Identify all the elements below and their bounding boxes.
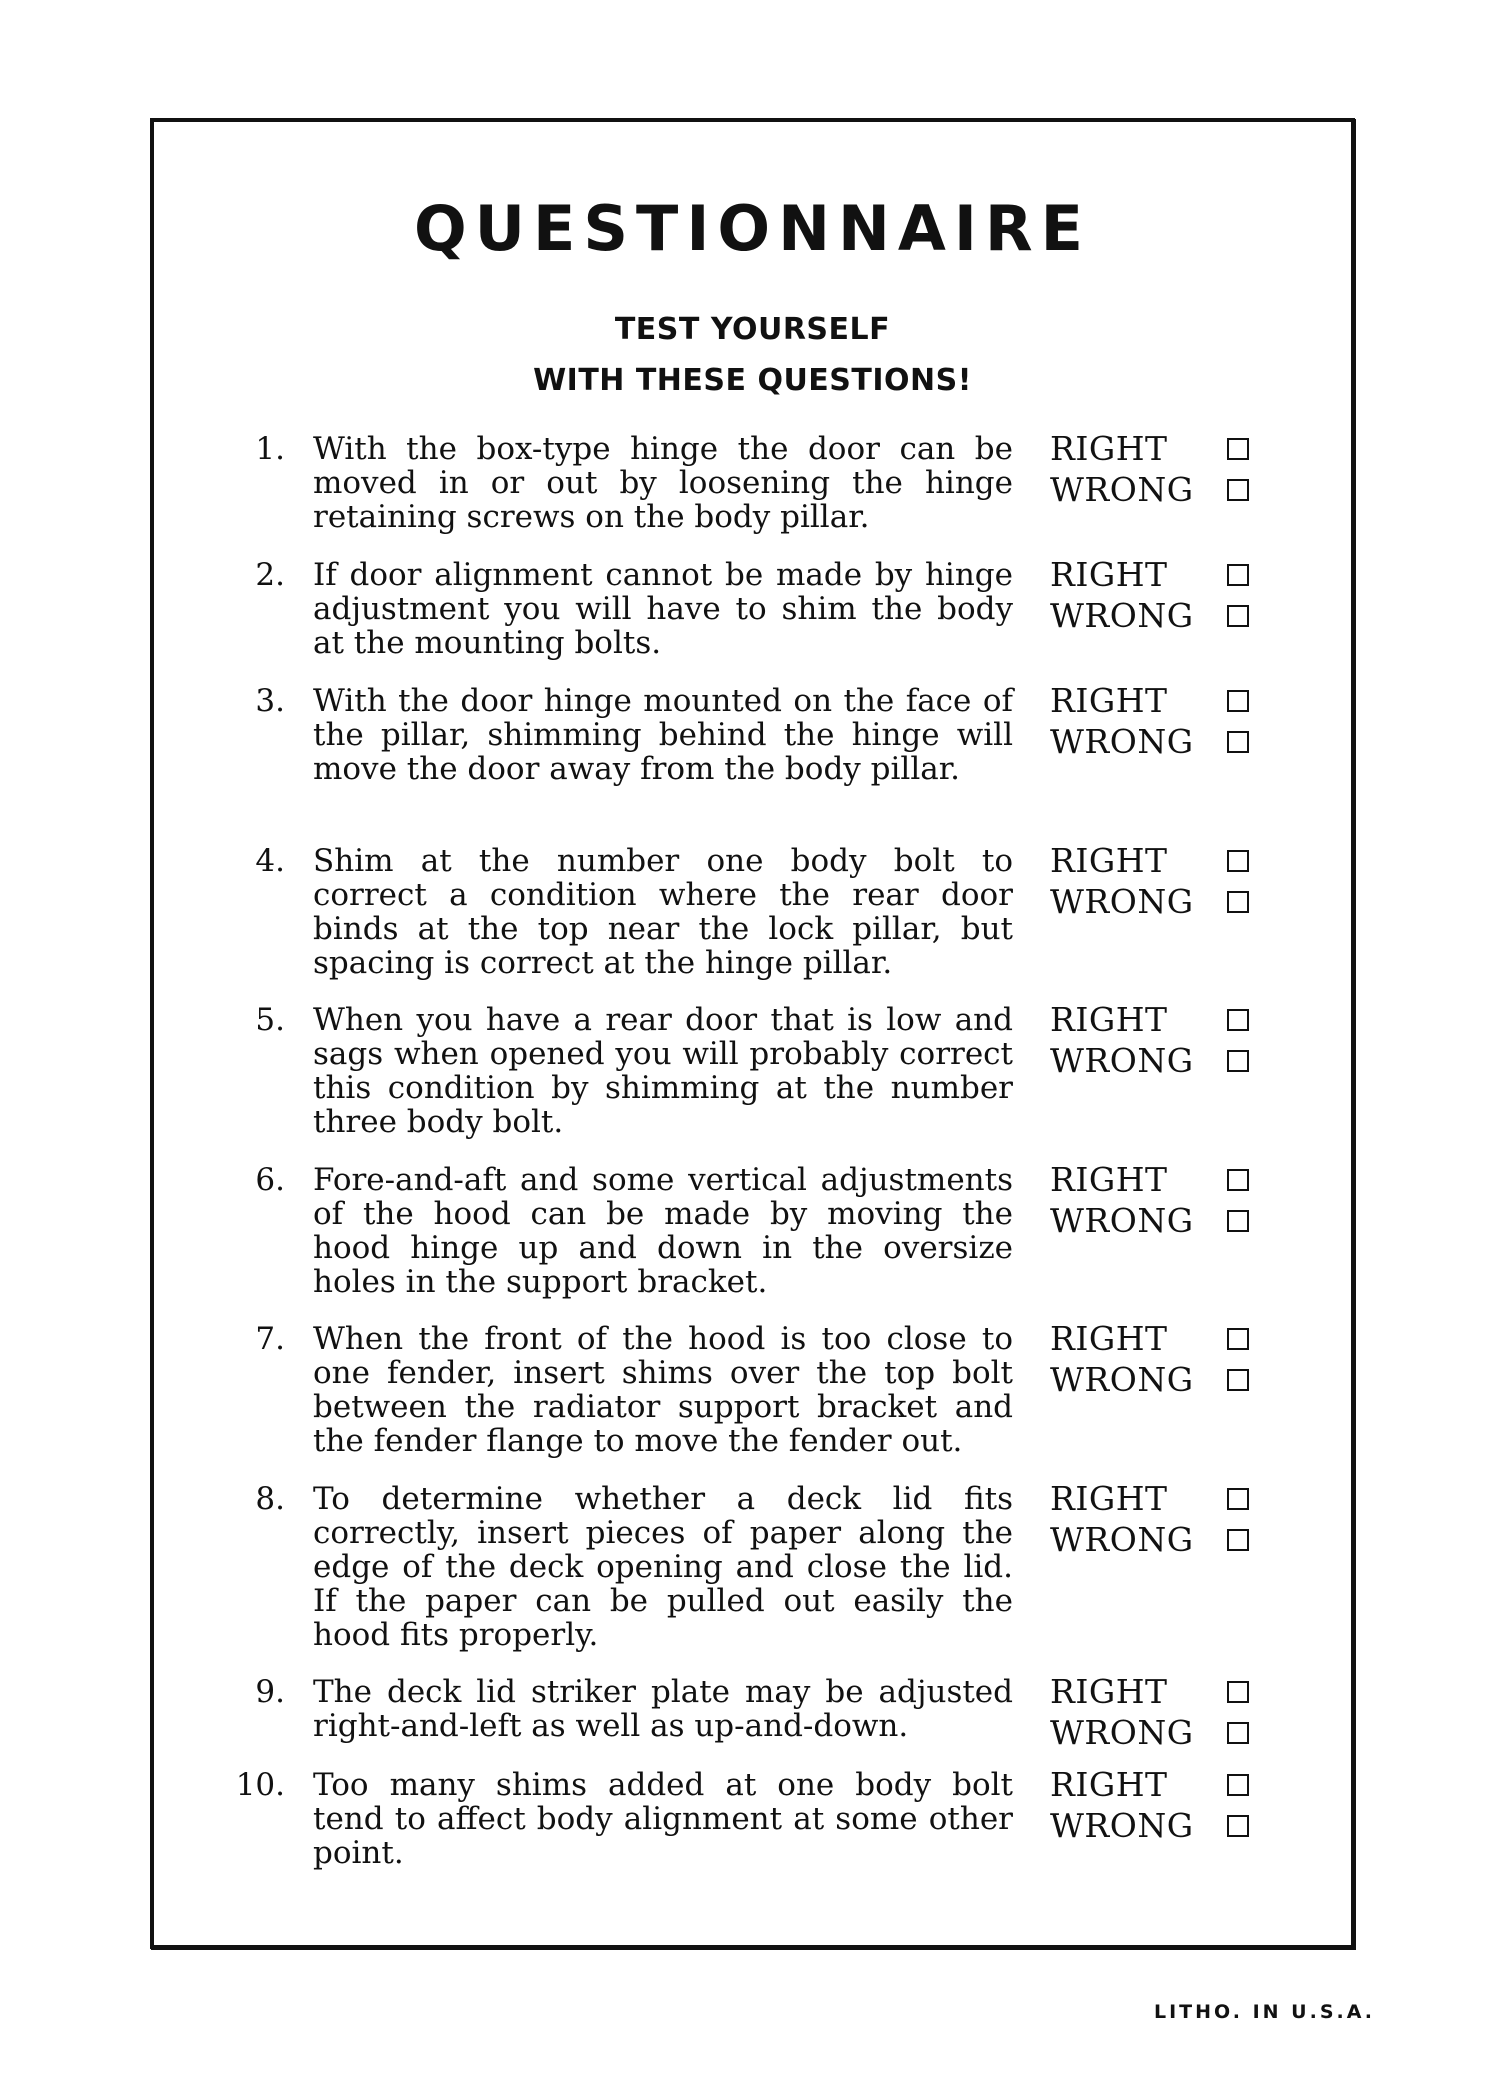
- right-option[interactable]: [1050, 1672, 1250, 1716]
- question-text: With the door hinge mounted on the face of the pillar, shimming behind the hinge will move the door away from the body pillar.: [313, 683, 1013, 787]
- answer-options: [1050, 1672, 1250, 1757]
- wrong-label: WRONG: [1050, 1520, 1194, 1559]
- right-checkbox[interactable]: [1227, 1009, 1249, 1031]
- question-text: When the front of the hood is too close to one fender, insert shims over the top bolt between the radiator support bracket and the fender flange to move the fender out.: [313, 1321, 1013, 1459]
- question-number: 1.: [255, 431, 285, 467]
- right-checkbox[interactable]: [1227, 1328, 1249, 1350]
- right-option[interactable]: [1050, 429, 1250, 473]
- answer-options: [1050, 1319, 1250, 1404]
- question-text: If door alignment cannot be made by hinge adjustment you will have to shim the body at the mounting bolts.: [313, 557, 1013, 661]
- printer-imprint: LITHO. IN U.S.A.: [1153, 2001, 1375, 2023]
- right-option[interactable]: [1050, 1765, 1250, 1809]
- subtitle-line-2: WITH THESE QUESTIONS!: [533, 363, 972, 398]
- wrong-label: WRONG: [1050, 596, 1194, 635]
- right-option[interactable]: [1050, 1000, 1250, 1044]
- right-checkbox[interactable]: [1227, 438, 1249, 460]
- wrong-checkbox[interactable]: [1227, 479, 1249, 501]
- question-number: 2.: [255, 557, 285, 593]
- wrong-checkbox[interactable]: [1227, 891, 1249, 913]
- right-option[interactable]: [1050, 681, 1250, 725]
- right-option[interactable]: [1050, 1160, 1250, 1204]
- answer-options: [1050, 555, 1250, 640]
- wrong-option[interactable]: [1050, 1201, 1250, 1245]
- right-option[interactable]: [1050, 555, 1250, 599]
- right-checkbox[interactable]: [1227, 1169, 1249, 1191]
- answer-options: [1050, 1765, 1250, 1850]
- wrong-option[interactable]: [1050, 596, 1250, 640]
- wrong-option[interactable]: [1050, 722, 1250, 766]
- wrong-checkbox[interactable]: [1227, 605, 1249, 627]
- right-checkbox[interactable]: [1227, 1774, 1249, 1796]
- question-number: 10.: [235, 1767, 285, 1803]
- answer-options: [1050, 1000, 1250, 1085]
- question-number: 3.: [255, 683, 285, 719]
- question-text: Shim at the number one body bolt to correct a condition where the rear door binds at the top near the lock pillar, but spacing is correct at the hinge pillar.: [313, 843, 1013, 981]
- right-checkbox[interactable]: [1227, 1681, 1249, 1703]
- question-text: The deck lid striker plate may be adjusted right-and-left as well as up-and-down.: [313, 1674, 1013, 1744]
- right-label: RIGHT: [1050, 1672, 1168, 1711]
- right-option[interactable]: [1050, 1479, 1250, 1523]
- question-text: With the box-type hinge the door can be moved in or out by loosening the hinge retaining screws on the body pillar.: [313, 431, 1013, 535]
- wrong-checkbox[interactable]: [1227, 1722, 1249, 1744]
- right-label: RIGHT: [1050, 1765, 1168, 1804]
- wrong-option[interactable]: [1050, 1041, 1250, 1085]
- answer-options: [1050, 1479, 1250, 1564]
- right-label: RIGHT: [1050, 1319, 1168, 1358]
- answer-options: [1050, 841, 1250, 926]
- wrong-option[interactable]: [1050, 882, 1250, 926]
- right-option[interactable]: [1050, 841, 1250, 885]
- question-text: Fore-and-aft and some vertical adjustments of the hood can be made by moving the hood hinge up and down in the oversize holes in the support bracket.: [313, 1162, 1013, 1300]
- wrong-option[interactable]: [1050, 470, 1250, 514]
- right-label: RIGHT: [1050, 681, 1168, 720]
- right-checkbox[interactable]: [1227, 690, 1249, 712]
- question-number: 5.: [255, 1002, 285, 1038]
- wrong-checkbox[interactable]: [1227, 1815, 1249, 1837]
- wrong-label: WRONG: [1050, 1713, 1194, 1752]
- wrong-option[interactable]: [1050, 1806, 1250, 1850]
- right-label: RIGHT: [1050, 555, 1168, 594]
- right-label: RIGHT: [1050, 1000, 1168, 1039]
- wrong-label: WRONG: [1050, 1201, 1194, 1240]
- right-label: RIGHT: [1050, 1479, 1168, 1518]
- wrong-label: WRONG: [1050, 1360, 1194, 1399]
- right-checkbox[interactable]: [1227, 850, 1249, 872]
- answer-options: [1050, 1160, 1250, 1245]
- right-label: RIGHT: [1050, 1160, 1168, 1199]
- wrong-option[interactable]: [1050, 1520, 1250, 1564]
- wrong-label: WRONG: [1050, 722, 1194, 761]
- wrong-label: WRONG: [1050, 470, 1194, 509]
- wrong-label: WRONG: [1050, 1041, 1194, 1080]
- answer-options: [1050, 429, 1250, 514]
- wrong-label: WRONG: [1050, 882, 1194, 921]
- right-label: RIGHT: [1050, 429, 1168, 468]
- wrong-checkbox[interactable]: [1227, 731, 1249, 753]
- wrong-checkbox[interactable]: [1227, 1050, 1249, 1072]
- wrong-option[interactable]: [1050, 1360, 1250, 1404]
- question-number: 8.: [255, 1481, 285, 1517]
- right-label: RIGHT: [1050, 841, 1168, 880]
- wrong-option[interactable]: [1050, 1713, 1250, 1757]
- question-text: When you have a rear door that is low and sags when opened you will probably correct this condition by shimming at the number three body bolt.: [313, 1002, 1013, 1140]
- right-option[interactable]: [1050, 1319, 1250, 1363]
- wrong-checkbox[interactable]: [1227, 1369, 1249, 1391]
- subtitle-line-1: TEST YOURSELF: [614, 312, 891, 347]
- question-number: 9.: [255, 1674, 285, 1710]
- right-checkbox[interactable]: [1227, 1488, 1249, 1510]
- right-checkbox[interactable]: [1227, 564, 1249, 586]
- wrong-checkbox[interactable]: [1227, 1529, 1249, 1551]
- page-title: QUESTIONNAIRE: [413, 192, 1092, 265]
- question-text: Too many shims added at one body bolt tend to affect body alignment at some other point.: [313, 1767, 1013, 1871]
- question-text: To determine whether a deck lid fits correctly, insert pieces of paper along the edge of the deck opening and close the lid. If the paper can be pulled out easily the hood fits properly.: [313, 1481, 1013, 1653]
- question-number: 6.: [255, 1162, 285, 1198]
- wrong-checkbox[interactable]: [1227, 1210, 1249, 1232]
- answer-options: [1050, 681, 1250, 766]
- question-number: 4.: [255, 843, 285, 879]
- question-number: 7.: [255, 1321, 285, 1357]
- wrong-label: WRONG: [1050, 1806, 1194, 1845]
